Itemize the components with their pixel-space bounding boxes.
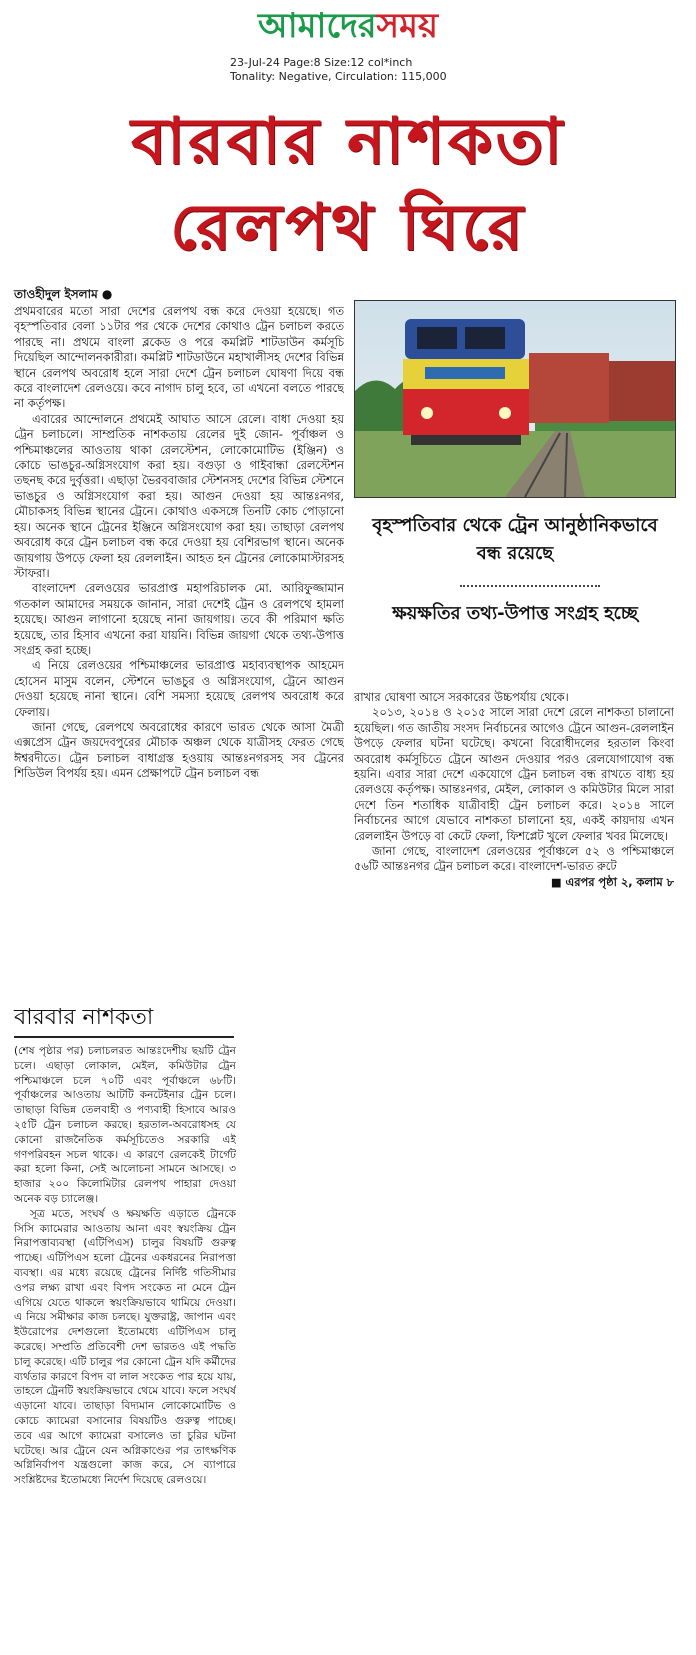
paragraph: রাখার ঘোষণা আসে সরকারের উচ্চপর্যায় থেকে। (354, 690, 569, 704)
continued-note: ■ এরপর পৃষ্ঠা ২, কলাম ৮ (550, 874, 674, 889)
headline-line1: বারবার নাশকতা (130, 104, 566, 179)
paragraph: এ নিয়ে রেলওয়ের পশ্চিমাঞ্চলের ভারপ্রাপ্ত মহাব্যবস্থাপক আহমেদ হোসেন মাসুম বলেন, স্টেশনে ভাঙচুর ও অগ্নিসংযোগ, ট্রেনে আগুন দেওয়া হয়েছে নানা স্থানে। বেশি সমস্যা হয়েছে রেলপথ অবরোধ করে ফেলায়। (14, 658, 344, 719)
deck-line1: বৃহস্পতিবার থেকে ট্রেন আনুষ্ঠানিকভাবে বন্ধ রয়েছে (372, 515, 658, 564)
deck-line2: ক্ষয়ক্ষতির তথ্য-উপাত্ত সংগ্রহ হচ্ছে (392, 603, 638, 624)
article-column-1 (14, 304, 344, 994)
clip-meta (230, 56, 490, 84)
paragraph: বাংলাদেশ রেলওয়ের ভারপ্রাপ্ত মহাপরিচালক মো. আরিফুজ্জামান গতকাল আমাদের সময়কে জানান, সারা দেশেই ট্রেন ও রেলপথে হামলা হয়েছে। আগুন লাগানো হয়েছে নানা জায়গায়। তবে কী পরিমাণ ক্ষতি হয়েছে, তার হিসাব এখনো করা যায়নি। বিভিন্ন জায়গা থেকে তথ্য-উপাত্ত সংগ্রহ করা হচ্ছে। (14, 581, 344, 657)
paragraph: ২০১৩, ২০১৪ ও ২০১৫ সালে সারা দেশে রেলে নাশকতা চালানো হয়েছিল। গত জাতীয় সংসদ নির্বাচনের আগেও ট্রেনে আগুন-রেললাইন উপড়ে ফেলার ঘটনা ঘটেছে। কখনো বিরোধীদলের হরতাল কিংবা অবরোধ কর্মসূচিতে ট্রেনে আগুন দেওয়ার পরও রেলযোগাযোগ বন্ধ হয়নি। এবার সারা দেশে একযোগে ট্রেন চলাচল বন্ধ রাখতে বাধ্য হয় রেলওয়ে কর্তৃপক্ষ। আন্তঃনগর, মেইল, লোকাল ও কমিউটার মিলে সারা দেশে তিন শতাধিক যাত্রীবাহী ট্রেন চলাচল করে। ২০১৪ সালে নির্বাচনের আগে যেভাবে নাশকতা চালানো হয়, একই কায়দায় এখন রেললাইন উপড়ে বা কেটে ফেলা, ফিশপ্লেট খুলে ফেলার খবর মিলেছে। (354, 705, 674, 843)
train-photo (354, 300, 676, 498)
masthead-part1: আমাদের (258, 6, 377, 46)
headline-line2: রেলপথ ঘিরে (170, 190, 526, 265)
divider (460, 585, 600, 587)
paragraph: জানা গেছে, রেলপথে অবরোধের কারণে ভারত থেকে আসা মৈত্রী এক্সপ্রেস ট্রেন জয়দেবপুরের মৌচাক অঞ্চল থেকে যাত্রীসহ ফেরত গেছে ঈশ্বরদীতে। ট্রেন চলাচল বাধাগ্রস্ত হওয়ায় আন্তঃনগরসহ সব ট্রেনের শিডিউল বিপর্যয় হয়। এমন প্রেক্ষাপটে ট্রেন চলাচল বন্ধ (14, 719, 344, 781)
paragraph: এবারের আন্দোলনে প্রথমেই আঘাত আসে রেলে। বাধা দেওয়া হয় ট্রেন চলাচলে। সাম্প্রতিক নাশকতায় রেলের দুই জোন- পূর্বাঞ্চল ও পশ্চিমাঞ্চলের আওতায় থাকা রেলস্টেশন, লোকোমোটিভ (ইঞ্জিন) ও কোচে ভাঙচুর-অগ্নিসংযোগ করা হয়। বগুড়া ও গাইবান্ধা রেলস্টেশন তছনছ করে দুর্বৃত্তরা। এছাড়া ভৈরববাজার স্টেশনসহ দেশের বিভিন্ন স্টেশনে ভাঙচুর ও অগ্নিসংযোগ করা হয়। আগুন দেওয়া হয় আন্তঃনগর, মৌচাকসহ বিভিন্ন স্থানের ট্রেনে। কোথাও একসঙ্গে তিনটি কোচ পোড়ানো হয়। অনেক স্থানে ট্রেনের ইঞ্জিনে অগ্নিসংযোগ করা হয়। তাছাড়া রেলপথ অবরোধ করে ট্রেন চলাচল বন্ধ করে দেওয়া হয় বেশিরভাগ স্থানে। অনেক জায়গায় উপড়ে ফেলা হয় রেললাইন। আহত হন ট্রেনের লোকোমাস্টারসহ স্টাফরা। (14, 411, 344, 580)
paragraph: প্রথমবারের মতো সারা দেশের রেলপথ বন্ধ করে দেওয়া হয়েছে। গত বৃহস্পতিবার বেলা ১১টার পর থেকে দেশের কোথাও ট্রেন চলাচল করতে পারছে না। প্রথমে বাংলা ব্লকেড ও পরে কমপ্লিট শাটডাউন কর্মসূচি দিয়েছিল আন্দোলনকারীরা। কমপ্লিট শাটডাউনে মহাখালীসহ দেশের বিভিন্ন স্থানে রেলপথ অবরোধ হলে সারা দেশে ট্রেন চলাচল ঘোষণা দিয়ে বন্ধ করে বাংলাদেশ রেলওয়ে। কবে নাগাদ চালু হবে, তা এখনো বলতে পারছে না কর্তৃপক্ষ। (14, 304, 344, 411)
paragraph: সূত্র মতে, সংঘর্ষ ও ক্ষয়ক্ষতি এড়াতে ট্রেনকে সিসি ক্যামেরার আওতায় আনা এবং স্বয়ংক্রিয় ট্রেন নিরাপত্তাব্যবস্থা (এটিপিএস) চালুর বিষয়টি গুরুত্ব পাচ্ছে। এটিপিএস হলো ট্রেনের একধরনের নিরাপত্তা ব্যবস্থা। এর মধ্যে রয়েছে ট্রেনের নির্দিষ্ট গতিসীমার ওপর লক্ষ্য রাখা এবং বিপদ সংকেত না মেনে ট্রেন এগিয়ে যেতে থাকলে স্বয়ংক্রিয়ভাবে থামিয়ে দেওয়া। এ নিয়ে সমীক্ষার কাজ চলছে। যুক্তরাষ্ট্র, জাপান এবং ইউরোপের দেশগুলো ইতোমধ্যে এটিপিএস চালু করেছে। সম্প্রতি প্রতিবেশী দেশ ভারতও এই পদ্ধতি চালু করেছে। এটি চালুর পর কোনো ট্রেন যদি কর্মীদের ব্যর্থতার কারণে বিপদ বা লাল সংকেত পার হয়ে যায়, তাহলে ট্রেনটি স্বয়ংক্রিয়ভাবে থেমে যাবে। ফলে সংঘর্ষ এড়ানো যাবে। তাছাড়া বিদ্যমান লোকোমোটিভ ও কোচে ক্যামেরা বসানোর বিষয়টিও গুরুত্ব পাচ্ছে। তবে এর আগে ক্যামেরা বসালেও তা চুরির ঘটনা ঘটেছে। আর ট্রেনে যেন অগ্নিকাণ্ডের পর তাৎক্ষণিক অগ্নিনির্বাপণ যন্ত্রগুলো কাজ করে, সে ব্যাপারে সংশ্লিষ্টদের ইতোমধ্যে নির্দেশ দিয়েছে রেলওয়ে। (14, 1207, 236, 1487)
byline: তাওহীদুল ইসলাম ● (14, 287, 113, 301)
jump-column (14, 1044, 236, 1650)
article-column-2 (354, 690, 674, 990)
masthead-part2: সময় (376, 6, 438, 46)
meta-line1: 23-Jul-24 Page:8 Size:12 col*inch (230, 56, 413, 69)
jump-headline: বারবার নাশকতা (14, 1000, 234, 1038)
meta-line2: Tonality: Negative, Circulation: 115,000 (230, 70, 447, 83)
masthead-logo (0, 0, 696, 44)
paragraph: জানা গেছে, বাংলাদেশ রেলওয়ের পূর্বাঞ্চলে ৫২ ও পশ্চিমাঞ্চলে ৫৬টি আন্তঃনগর ট্রেন চলাচল করে। বাংলাদেশ-ভারত রুটে (354, 844, 674, 874)
paragraph: (শেষ পৃষ্ঠার পর) চলাচলরত আন্তঃদেশীয় ছয়টি ট্রেন চলে। এছাড়া লোকাল, মেইল, কমিউটার ট্রেন পশ্চিমাঞ্চলে চলে ৭০টি এবং পূর্বাঞ্চলে ৬৮টি। পূর্বাঞ্চলের আওতায় আটটি কনটেইনার ট্রেন চলে। তাছাড়া বিভিন্ন তেলবাহী ও পণ্যবাহী হিসাবে আরও ২৫টি ট্রেন চলাচল করছে। হরতাল-অবরোধসহ যে কোনো রাজনৈতিক কর্মসূচিতেও সরকারি এই গণপরিবহন সচল থাকে। এ কারণে রেলকেই টার্গেট করা হলো কিনা, সেই আলোচনা সামনে আসছে। ৩ হাজার ২০০ কিলোমিটার রেলপথ পাহারা দেওয়া অনেক বড় চ্যালেঞ্জ। (14, 1045, 236, 1205)
train-locomotive-icon (355, 301, 675, 497)
